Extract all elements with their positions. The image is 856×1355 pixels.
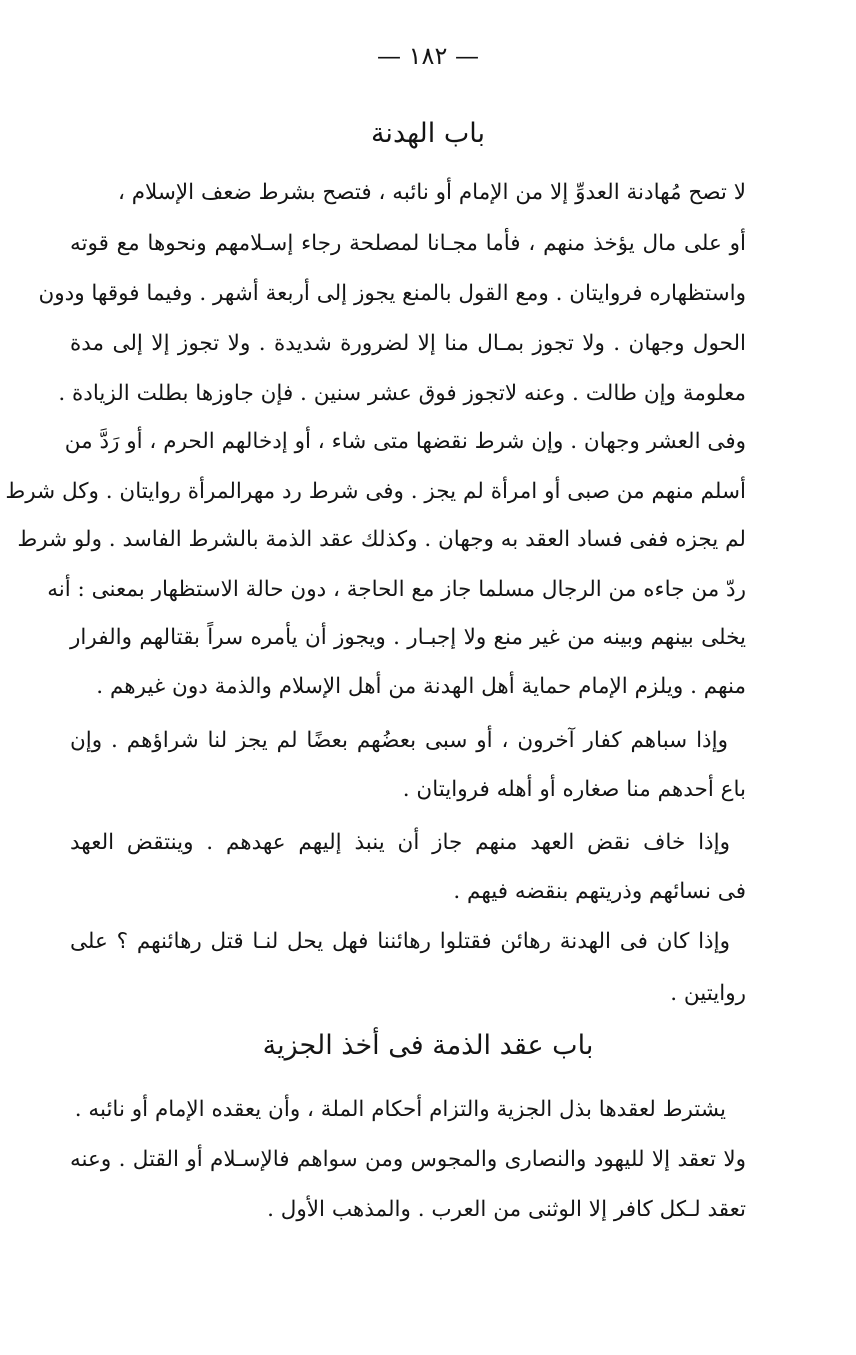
paragraph-line: الحول وجهان . ولا تجوز بمـال منا إلا لضرورة شديدة . ولا تجوز إلا إلى مدة [70, 331, 746, 356]
paragraph-line: منهم . ويلزم الإمام حماية أهل الهدنة من أهل الإسلام والذمة دون غيرهم . [96, 674, 746, 699]
paragraph-line: لا تصح مُهادنة العدوِّ إلا من الإمام أو نائبه ، فتصح بشرط ضعف الإسلام ، [117, 180, 746, 205]
paragraph-line: أسلم منهم من صبى أو امرأة لم يجز . وفى شرط رد مهرالمرأة روايتان . وكل شرط [5, 479, 746, 504]
paragraph-line: فى نسائهم وذريتهم بنقضه فيهم . [453, 879, 746, 904]
paragraph-line: أو على مال يؤخذ منهم ، فأما مجـانا لمصلحة رجاء إسـلامهم ونحوها مع قوته [70, 231, 746, 256]
paragraph-line: ردّ من جاءه من الرجال مسلما جاز مع الحاجة ، دون حالة الاستظهار بمعنى : أنه [47, 577, 746, 602]
paragraph-line: لم يجزه ففى فساد العقد به وجهان . وكذلك عقد الذمة بالشرط الفاسد . ولو شرط [17, 527, 746, 552]
paragraph-line: وإذا سباهم كفار آخرون ، أو سبى بعضُهم بعضًا لم يجز لنا شراؤهم . وإن [70, 728, 728, 753]
section-heading-truce: باب الهدنة [370, 118, 486, 149]
paragraph-line: وفى العشر وجهان . وإن شرط نقضها متى شاء ، أو إدخالهم الحرم ، أو رَدَّ من [64, 429, 746, 454]
paragraph-line: وإذا كان فى الهدنة رهائن فقتلوا رهائننا فهل يحل لنـا قتل رهائنهم ؟ على [70, 929, 730, 954]
paragraph-line: ولا تعقد إلا لليهود والنصارى والمجوس ومن سواهم فالإسـلام أو القتل . وعنه [70, 1147, 746, 1172]
paragraph-line: يخلى بينهم وبينه من غير منع ولا إجبـار . ويجوز أن يأمره سراً بقتالهم والفرار [70, 625, 746, 650]
section-heading-dhimma: باب عقد الذمة فى أخذ الجزية [262, 1030, 594, 1061]
paragraph-line: روايتين . [670, 981, 746, 1006]
paragraph-line: باع أحدهم منا صغاره أو أهله فروايتان . [402, 777, 746, 802]
paragraph-line: واستظهاره فروايتان . ومع القول بالمنع يجوز إلى أربعة أشهر . وفيما فوقها ودون [38, 281, 746, 306]
paragraph-line: تعقد لـكل كافر إلا الوثنى من العرب . والمذهب الأول . [267, 1197, 746, 1222]
paragraph-line: وإذا خاف نقض العهد منهم جاز أن ينبذ إليهم عهدهم . وينتقض العهد [70, 830, 730, 855]
page-number: — ١٨٢ — [377, 42, 479, 70]
paragraph-line: يشترط لعقدها بذل الجزية والتزام أحكام الملة ، وأن يعقده الإمام أو نائبه . [74, 1097, 726, 1122]
paragraph-line: معلومة وإن طالت . وعنه لاتجوز فوق عشر سنين . فإن جاوزها بطلت الزيادة . [58, 381, 746, 406]
